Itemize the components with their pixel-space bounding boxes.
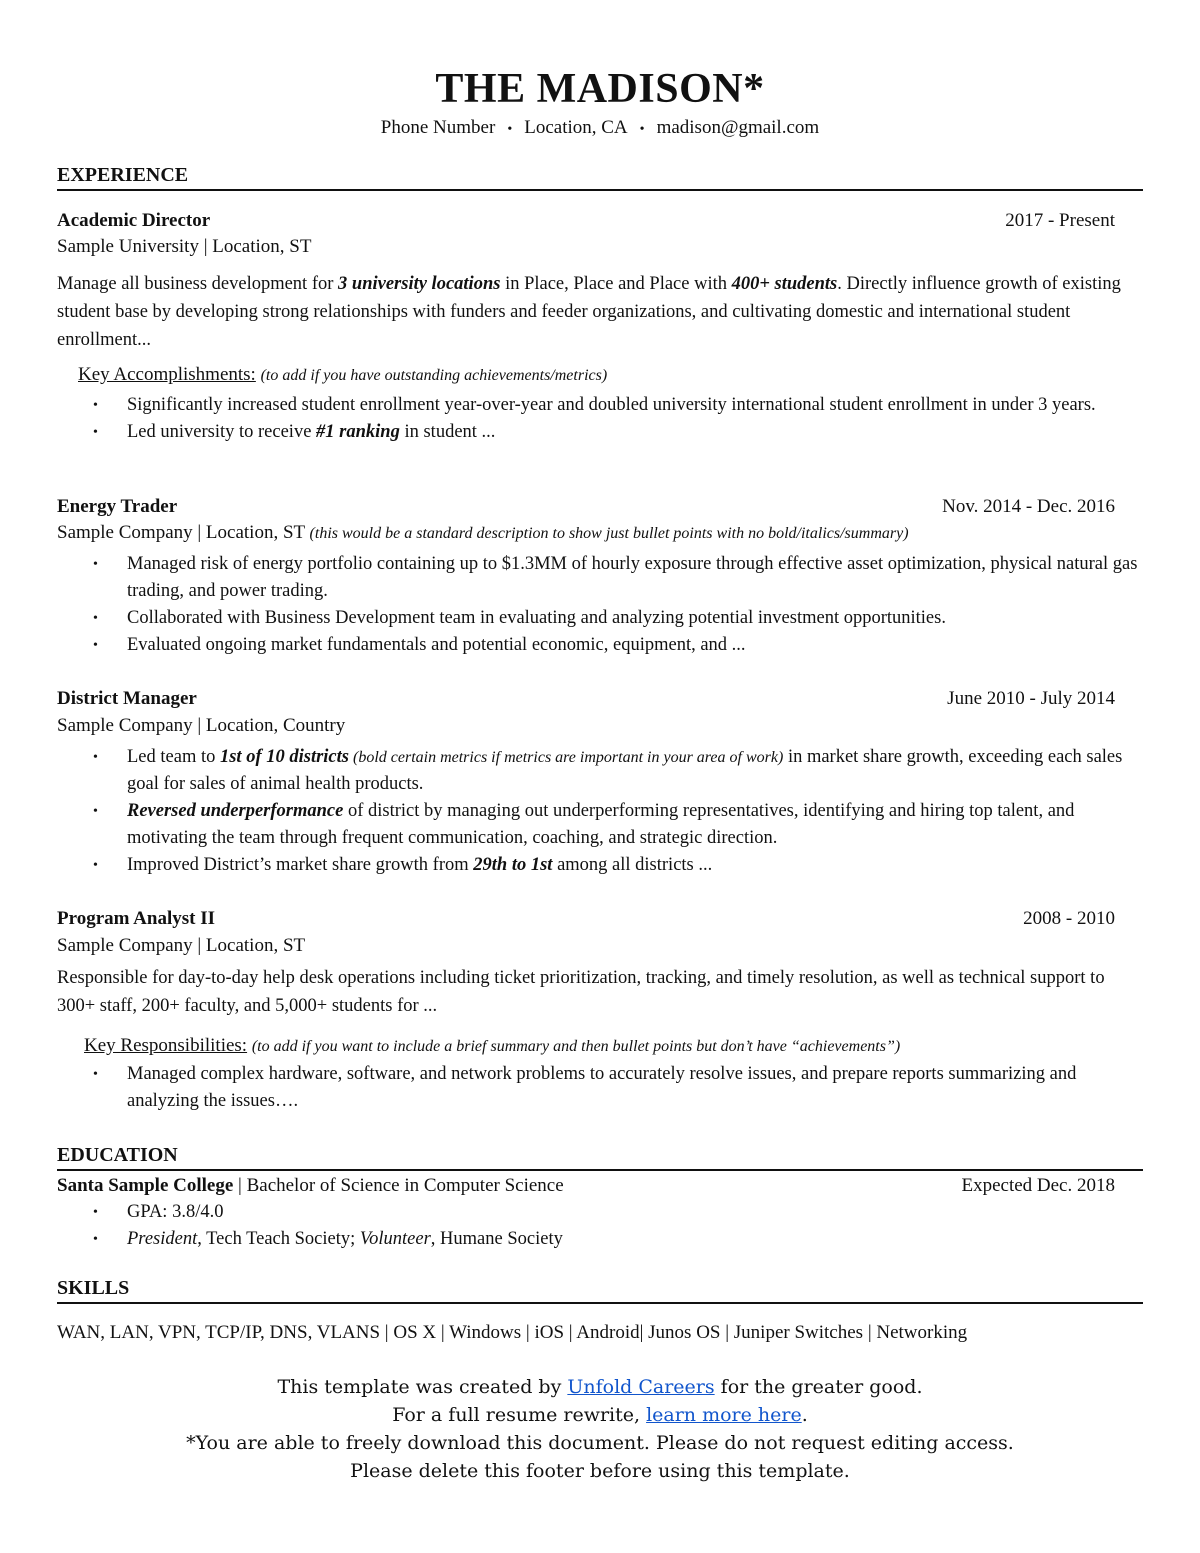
text-run: in Place, Place and Place with [500, 274, 732, 294]
footer-text: This template was created by [277, 1376, 568, 1398]
unfold-careers-link[interactable]: Unfold Careers [567, 1376, 715, 1398]
education-header [57, 1173, 1115, 1199]
job-summary [57, 270, 1145, 354]
job-header [57, 686, 1115, 712]
job-org: Sample Company | Location, ST [57, 935, 306, 956]
job-dates: June 2010 - July 2014 [947, 688, 1115, 709]
bullet-dot-icon: • [93, 1067, 98, 1082]
job-header [57, 494, 1115, 520]
bullet-item [57, 798, 1145, 852]
job-header [57, 208, 1115, 234]
footer-line-rewrite [0, 1401, 1200, 1429]
bullet-item [57, 551, 1145, 605]
bullet-list [57, 392, 1145, 446]
footer-text: for the greater good. [714, 1376, 923, 1398]
school-name: Santa Sample College [57, 1175, 234, 1196]
text-run: (bold certain metrics if metrics are important in your area of work) [348, 749, 784, 766]
bullet-item [57, 1199, 1145, 1226]
job-org: Sample Company | Location, Country [57, 715, 346, 736]
text-run: among all districts ... [552, 855, 713, 875]
skills-list: WAN, LAN, VPN, TCP/IP, DNS, VLANS | OS X | Windows | iOS | Android| Junos OS | Juniper Switches | Networking [57, 1322, 968, 1343]
bullet-item [57, 605, 1145, 632]
text-run: Evaluated ongoing market fundamentals and potential economic, equipment, and ... [127, 635, 746, 655]
footer-line-credit [0, 1373, 1200, 1401]
text-run: Responsible for day-to-day help desk operations including ticket prioritization, tracking, and timely resolution, as well as technical support to 300+ staff, 200+ faculty, and 5,000+ students for ... [57, 968, 1105, 1016]
bullet-dot-icon: • [93, 398, 98, 413]
bullet-list [57, 1199, 1145, 1253]
text-run: 29th to 1st [473, 855, 553, 875]
bullet-item [57, 1061, 1145, 1115]
text-run: , Tech Teach Society; [197, 1229, 360, 1249]
job-title: Academic Director [57, 210, 211, 231]
contact-location: Location, CA [524, 117, 628, 138]
bullet-dot-icon: • [93, 425, 98, 440]
job-org-line [57, 520, 1145, 547]
footer-text: For a full resume rewrite, [392, 1404, 647, 1426]
text-run: . Directly influence growth of existing student base by developing strong relationships with funders and feeder organizations, and cultivating domestic and international student enrollment... [57, 274, 1121, 350]
bullet-dot-icon: • [93, 750, 98, 765]
job-title: Energy Trader [57, 496, 178, 517]
separator-dot-icon: • [507, 122, 513, 137]
bullet-dot-icon: • [93, 1232, 98, 1247]
footer-text: . [801, 1404, 808, 1426]
sub-heading-label: Key Responsibilities: [84, 1035, 248, 1056]
text-run: in market share growth, exceeding each sales goal for sales of animal health products. [127, 747, 1123, 794]
text-run: Improved District’s market share growth from [127, 855, 474, 875]
bullet-item [57, 419, 1145, 446]
text-run: of district by managing out underperforming representatives, identifying and hiring top talent, and motivating the team through frequent communication, coaching, and strategic direction. [127, 801, 1075, 848]
text-run: #1 ranking [316, 422, 400, 442]
bullet-dot-icon: • [93, 638, 98, 653]
bullet-dot-icon: • [93, 858, 98, 873]
resume-name: THE MADISON* [435, 66, 765, 112]
bullet-item [57, 632, 1145, 659]
bullet-dot-icon: • [93, 557, 98, 572]
contact-email: madison@gmail.com [656, 117, 820, 138]
text-run: , Humane Society [430, 1229, 563, 1249]
section-heading-experience: EXPERIENCE [57, 163, 1143, 191]
contact-line [0, 115, 1200, 143]
job-dates: 2017 - Present [1005, 210, 1115, 231]
sub-heading-note: (to add if you have outstanding achievements/metrics) [260, 367, 608, 384]
bullet-list [57, 1061, 1145, 1115]
text-run: 1st of 10 districts [219, 747, 349, 767]
footer-download-note: *You are able to freely download this document. Please do not request editing access. [186, 1432, 1014, 1454]
bullet-list [57, 744, 1145, 879]
footer-delete-note: Please delete this footer before using this template. [350, 1460, 850, 1482]
job-summary [57, 964, 1145, 1020]
bullet-dot-icon: • [93, 804, 98, 819]
bullet-dot-icon: • [93, 1205, 98, 1220]
sub-heading-label: Key Accomplishments: [78, 364, 256, 385]
job-org: Sample University | Location, ST [57, 236, 312, 257]
bullet-dot-icon: • [93, 611, 98, 626]
text-run: Volunteer [359, 1229, 431, 1249]
contact-phone: Phone Number [380, 117, 496, 138]
text-run: Significantly increased student enrollment year-over-year and doubled university international student enrollment in under 3 years. [127, 395, 1096, 415]
section-heading-skills: SKILLS [57, 1276, 1143, 1304]
sub-heading-note: (to add if you want to include a brief summary and then bullet points but don’t have “achievements”) [251, 1038, 901, 1055]
job-dates: 2008 - 2010 [1023, 908, 1115, 929]
text-run: 3 university locations [338, 274, 501, 294]
sub-heading [78, 362, 1136, 389]
job-header [57, 906, 1115, 932]
text-run: Managed risk of energy portfolio containing up to $1.3MM of hourly exposure through effective asset optimization, physical natural gas trading, and power trading. [127, 554, 1138, 601]
job-title: Program Analyst II [57, 908, 215, 929]
text-run: in student ... [399, 422, 496, 442]
bullet-list [57, 551, 1145, 659]
text-run: President [127, 1229, 198, 1249]
job-org-note: (this would be a standard description to show just bullet points with no bold/italics/summary) [309, 525, 909, 542]
text-run: Led team to [127, 747, 220, 767]
text-run: Manage all business development for [57, 274, 339, 294]
separator-dot-icon: • [639, 122, 645, 137]
text-run: Collaborated with Business Development team in evaluating and analyzing potential investment opportunities. [127, 608, 946, 628]
job-org: Sample Company | Location, ST [57, 522, 305, 543]
bullet-item [57, 852, 1145, 879]
section-heading-education: EDUCATION [57, 1143, 1143, 1171]
text-run: Managed complex hardware, software, and network problems to accurately resolve issues, and prepare reports summarizing and analyzing the issues…. [127, 1064, 1077, 1111]
bullet-item [57, 392, 1145, 419]
degree: | Bachelor of Science in Computer Science [233, 1175, 564, 1196]
job-dates: Nov. 2014 - Dec. 2016 [942, 496, 1115, 517]
job-title: District Manager [57, 688, 197, 709]
learn-more-link[interactable]: learn more here [646, 1404, 802, 1426]
text-run: 400+ students [731, 274, 838, 294]
text-run: GPA: 3.8/4.0 [127, 1202, 224, 1222]
education-dates: Expected Dec. 2018 [961, 1175, 1115, 1196]
text-run: Led university to receive [127, 422, 317, 442]
text-run: Reversed underperformance [127, 801, 344, 821]
bullet-item [57, 1226, 1145, 1253]
sub-heading [84, 1033, 1144, 1060]
bullet-item [57, 744, 1145, 798]
